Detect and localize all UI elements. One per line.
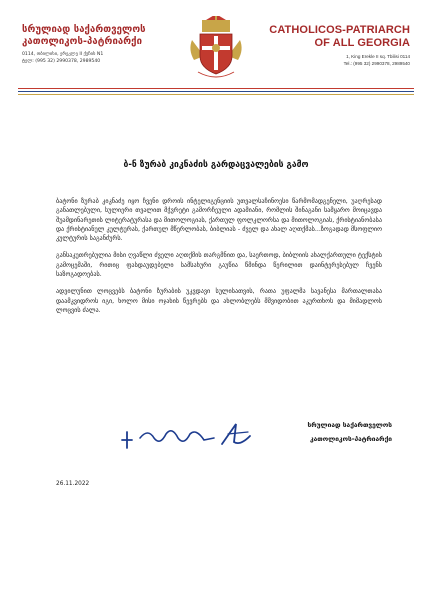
- signatory-title: [272, 418, 392, 446]
- divider-red-line: [18, 88, 414, 89]
- body-paragraph-1: ბატონი ზურაბ კიკნაძე იყო ჩვენი დროის ინტელიგენციის უთვალსაჩინოესი წარმომადგენელი, უაღრესად განათლებული, სულიერი თვალით მჭვრეტი გამორჩეული ადამიანი, რომლის შინაგანი სამყარო მოიცავდა შუამდინარეთის ლიტერატურასა და მითოლოგიას, ქართულ ფოლკლორსა და მითოლოგიას, ქრისტიანობასა და ქრისტიანულ კულტურას, ქართულ მწერლობას, ბიბლიას - ძველ და ახალ აღთქმას...ზოგადად მსოფლიო კულტურის საგანძურს.: [56, 198, 382, 243]
- letterhead-address-english: 1, King Erekle II sq. Tbilisi 0114: [346, 54, 410, 59]
- document-date: 26.11.2022: [56, 481, 90, 487]
- letterhead-phone-georgian: ტელ: (995 32) 2990378, 2989540: [22, 58, 101, 64]
- patriarchate-emblem-icon: [188, 16, 244, 86]
- letterhead: [0, 16, 432, 88]
- body-paragraph-3: ადვილუნით ლოცვებს ბატონი ზურაბის უკვდავი სულისათვის, რათა უფალმა სავანესა მართალთასა დაამკვიდროს იგი, ხოლო მისი ოჯახის წევრებს და ახლობლებს მშვიდობით აკურთხოს და მიმადლოს ლოცვის ძალა.: [56, 288, 382, 314]
- letterhead-address-georgian: 0114, თბილისი, ერეკლე II ქუჩის N1: [22, 52, 104, 57]
- letterhead-right-english: [260, 24, 410, 67]
- letterhead-left-georgian: [22, 24, 172, 65]
- divider-blue-line: [18, 91, 414, 92]
- letterhead-title-english-line2: OF ALL GEORGIA: [314, 37, 410, 49]
- letterhead-title-georgian-line2: კათოლიკოს-პატრიარქი: [22, 36, 143, 47]
- handwritten-signature: [118, 418, 258, 452]
- letterhead-title-georgian-line1: სრულიად საქართველოს: [22, 24, 146, 35]
- letterhead-divider: [18, 88, 414, 96]
- divider-gold-line: [18, 94, 414, 95]
- document-body: [56, 197, 382, 323]
- document-title: ბ-ნ ზურაბ კიკნაძის გარდაცვალების გამო: [123, 160, 309, 170]
- body-paragraph-2: განსაკუთრებულია მისი ღვაწლი ძველი აღთქმის თარგმნით და, საერთოდ, ბიბლიის ახალქართული ტექსტის გამოცემაში, რითიც ფასდაუდებელი სამსახური გაუწია წმინდა წერილით დაინტერესებულ ჩვენს საზოგადოებას.: [56, 252, 382, 279]
- signatory-line2: კათოლიკოს-პატრიარქი: [309, 435, 392, 443]
- letterhead-title-english-line1: CATHOLICOS-PATRIARCH: [269, 24, 410, 36]
- signatory-line1: სრულიად საქართველოს: [307, 421, 392, 429]
- letterhead-phone-english: Tel.: (995 32) 2990378, 2989540: [343, 60, 410, 66]
